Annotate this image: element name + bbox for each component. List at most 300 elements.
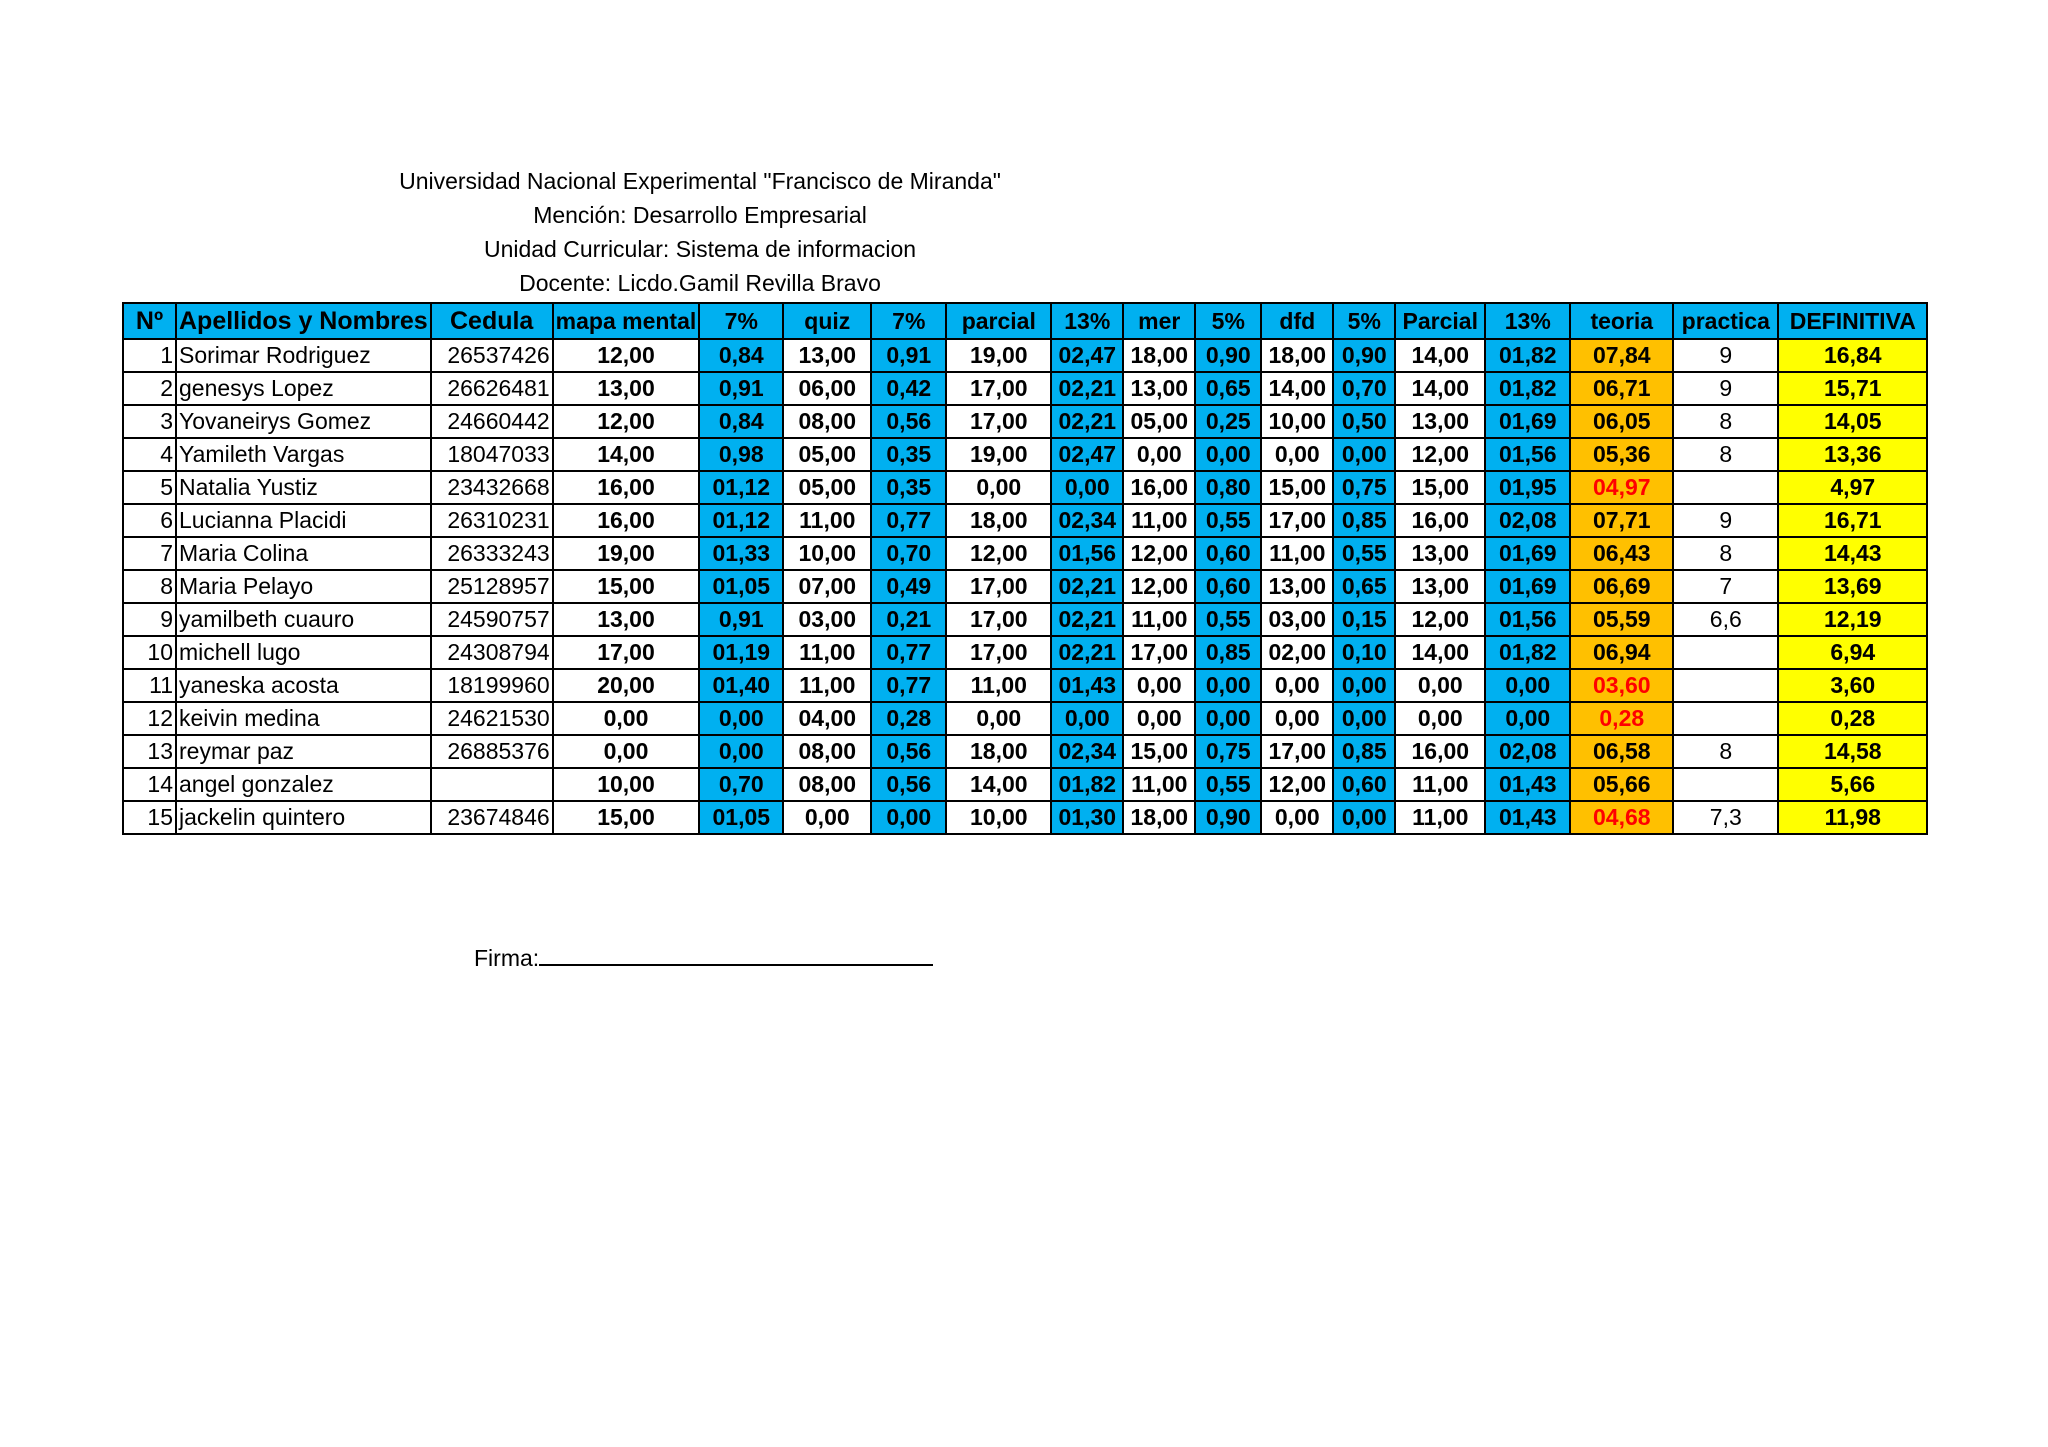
cell-p3: 02,21 <box>1051 405 1123 438</box>
cell-p2: 0,00 <box>871 801 946 834</box>
cell-practica: 8 <box>1673 438 1778 471</box>
cell-mapa: 12,00 <box>553 405 700 438</box>
cell-p3: 01,82 <box>1051 768 1123 801</box>
cell-mer: 11,00 <box>1123 768 1195 801</box>
cell-dfd: 18,00 <box>1261 339 1333 372</box>
column-header: 7% <box>871 303 946 339</box>
cell-mapa: 13,00 <box>553 603 700 636</box>
cell-p3: 02,47 <box>1051 438 1123 471</box>
cell-quiz: 08,00 <box>783 735 871 768</box>
cell-p4: 0,60 <box>1195 537 1261 570</box>
cell-practica: 8 <box>1673 735 1778 768</box>
cell-p1: 01,05 <box>699 570 783 603</box>
cell-name: angel gonzalez <box>176 768 431 801</box>
cell-p5: 0,55 <box>1333 537 1395 570</box>
cell-p3: 02,47 <box>1051 339 1123 372</box>
cell-name: jackelin quintero <box>176 801 431 834</box>
cell-dfd: 14,00 <box>1261 372 1333 405</box>
cell-quiz: 06,00 <box>783 372 871 405</box>
table-row <box>123 768 1927 801</box>
cell-name: yaneska acosta <box>176 669 431 702</box>
grades-table <box>122 302 1928 835</box>
cell-mer: 11,00 <box>1123 603 1195 636</box>
cell-p1: 0,00 <box>699 735 783 768</box>
cell-quiz: 05,00 <box>783 471 871 504</box>
cell-quiz: 03,00 <box>783 603 871 636</box>
cell-practica: 8 <box>1673 405 1778 438</box>
cell-parcial: 19,00 <box>946 438 1051 471</box>
cell-p3: 02,21 <box>1051 372 1123 405</box>
column-header: Apellidos y Nombres <box>176 303 431 339</box>
cell-definitiva: 14,43 <box>1778 537 1927 570</box>
cell-definitiva: 12,19 <box>1778 603 1927 636</box>
table-row <box>123 669 1927 702</box>
cell-parcial: 11,00 <box>946 669 1051 702</box>
cell-p5: 0,60 <box>1333 768 1395 801</box>
cell-p2: 0,77 <box>871 636 946 669</box>
cell-teoria: 06,58 <box>1570 735 1673 768</box>
cell-teoria: 05,59 <box>1570 603 1673 636</box>
cell-parcial: 18,00 <box>946 735 1051 768</box>
cell-practica: 8 <box>1673 537 1778 570</box>
cell-practica <box>1673 768 1778 801</box>
teacher-line: Docente: Licdo.Gamil Revilla Bravo <box>519 270 881 296</box>
cell-cedula: 26537426 <box>431 339 553 372</box>
cell-definitiva: 15,71 <box>1778 372 1927 405</box>
cell-parcial2: 13,00 <box>1395 537 1485 570</box>
cell-p6: 02,08 <box>1485 504 1570 537</box>
cell-parcial2: 11,00 <box>1395 801 1485 834</box>
cell-practica <box>1673 669 1778 702</box>
cell-p4: 0,90 <box>1195 339 1261 372</box>
cell-practica: 9 <box>1673 504 1778 537</box>
cell-p5: 0,00 <box>1333 438 1395 471</box>
cell-n: 3 <box>123 405 176 438</box>
cell-parcial2: 14,00 <box>1395 372 1485 405</box>
cell-parcial: 19,00 <box>946 339 1051 372</box>
cell-mapa: 10,00 <box>553 768 700 801</box>
cell-mapa: 0,00 <box>553 702 700 735</box>
cell-name: Lucianna Placidi <box>176 504 431 537</box>
cell-n: 11 <box>123 669 176 702</box>
cell-p1: 01,12 <box>699 471 783 504</box>
cell-p5: 0,85 <box>1333 735 1395 768</box>
cell-teoria: 06,43 <box>1570 537 1673 570</box>
cell-dfd: 17,00 <box>1261 504 1333 537</box>
column-header: parcial <box>946 303 1051 339</box>
cell-n: 12 <box>123 702 176 735</box>
cell-p2: 0,56 <box>871 405 946 438</box>
cell-p6: 01,56 <box>1485 438 1570 471</box>
cell-parcial: 17,00 <box>946 636 1051 669</box>
cell-p2: 0,42 <box>871 372 946 405</box>
cell-teoria: 06,69 <box>1570 570 1673 603</box>
cell-dfd: 0,00 <box>1261 801 1333 834</box>
cell-p5: 0,50 <box>1333 405 1395 438</box>
cell-n: 9 <box>123 603 176 636</box>
cell-cedula: 26310231 <box>431 504 553 537</box>
table-row <box>123 801 1927 834</box>
cell-parcial: 17,00 <box>946 570 1051 603</box>
table-row <box>123 504 1927 537</box>
cell-p2: 0,70 <box>871 537 946 570</box>
cell-p3: 01,43 <box>1051 669 1123 702</box>
cell-p2: 0,35 <box>871 438 946 471</box>
cell-parcial2: 0,00 <box>1395 702 1485 735</box>
cell-parcial2: 13,00 <box>1395 570 1485 603</box>
cell-mer: 05,00 <box>1123 405 1195 438</box>
cell-teoria: 06,05 <box>1570 405 1673 438</box>
cell-p6: 01,69 <box>1485 570 1570 603</box>
cell-n: 13 <box>123 735 176 768</box>
column-header: 5% <box>1333 303 1395 339</box>
cell-p1: 0,91 <box>699 372 783 405</box>
cell-p4: 0,85 <box>1195 636 1261 669</box>
table-row <box>123 438 1927 471</box>
table-row <box>123 636 1927 669</box>
cell-quiz: 05,00 <box>783 438 871 471</box>
cell-parcial: 0,00 <box>946 471 1051 504</box>
cell-mer: 13,00 <box>1123 372 1195 405</box>
cell-name: Maria Pelayo <box>176 570 431 603</box>
cell-practica <box>1673 702 1778 735</box>
cell-p3: 02,21 <box>1051 603 1123 636</box>
cell-dfd: 02,00 <box>1261 636 1333 669</box>
cell-parcial: 10,00 <box>946 801 1051 834</box>
cell-p6: 01,82 <box>1485 339 1570 372</box>
cell-p4: 0,55 <box>1195 603 1261 636</box>
cell-name: Yovaneirys Gomez <box>176 405 431 438</box>
cell-mer: 12,00 <box>1123 537 1195 570</box>
cell-cedula: 24590757 <box>431 603 553 636</box>
cell-parcial2: 14,00 <box>1395 339 1485 372</box>
cell-definitiva: 3,60 <box>1778 669 1927 702</box>
column-header: DEFINITIVA <box>1778 303 1927 339</box>
cell-p1: 0,91 <box>699 603 783 636</box>
cell-parcial2: 16,00 <box>1395 504 1485 537</box>
cell-quiz: 07,00 <box>783 570 871 603</box>
cell-dfd: 11,00 <box>1261 537 1333 570</box>
cell-parcial2: 11,00 <box>1395 768 1485 801</box>
cell-p2: 0,91 <box>871 339 946 372</box>
cell-p5: 0,65 <box>1333 570 1395 603</box>
cell-quiz: 0,00 <box>783 801 871 834</box>
column-header: 13% <box>1051 303 1123 339</box>
cell-mer: 0,00 <box>1123 669 1195 702</box>
cell-practica: 7 <box>1673 570 1778 603</box>
cell-n: 14 <box>123 768 176 801</box>
cell-p5: 0,00 <box>1333 801 1395 834</box>
table-row <box>123 372 1927 405</box>
cell-p3: 02,34 <box>1051 735 1123 768</box>
cell-parcial: 17,00 <box>946 603 1051 636</box>
table-row <box>123 735 1927 768</box>
cell-name: Sorimar Rodriguez <box>176 339 431 372</box>
cell-definitiva: 16,84 <box>1778 339 1927 372</box>
cell-mapa: 19,00 <box>553 537 700 570</box>
cell-teoria: 07,84 <box>1570 339 1673 372</box>
cell-quiz: 04,00 <box>783 702 871 735</box>
cell-name: yamilbeth cuauro <box>176 603 431 636</box>
cell-name: keivin medina <box>176 702 431 735</box>
signature-area <box>474 942 933 972</box>
cell-mer: 16,00 <box>1123 471 1195 504</box>
cell-definitiva: 13,36 <box>1778 438 1927 471</box>
cell-dfd: 0,00 <box>1261 669 1333 702</box>
cell-name: reymar paz <box>176 735 431 768</box>
cell-p2: 0,77 <box>871 504 946 537</box>
cell-n: 10 <box>123 636 176 669</box>
cell-p4: 0,55 <box>1195 504 1261 537</box>
cell-cedula: 26333243 <box>431 537 553 570</box>
cell-parcial: 17,00 <box>946 405 1051 438</box>
cell-name: Yamileth Vargas <box>176 438 431 471</box>
cell-mer: 18,00 <box>1123 801 1195 834</box>
cell-p2: 0,21 <box>871 603 946 636</box>
cell-mapa: 16,00 <box>553 471 700 504</box>
cell-parcial2: 12,00 <box>1395 603 1485 636</box>
cell-mapa: 17,00 <box>553 636 700 669</box>
cell-definitiva: 4,97 <box>1778 471 1927 504</box>
cell-p5: 0,70 <box>1333 372 1395 405</box>
cell-p4: 0,65 <box>1195 372 1261 405</box>
cell-definitiva: 14,05 <box>1778 405 1927 438</box>
cell-definitiva: 14,58 <box>1778 735 1927 768</box>
cell-p4: 0,80 <box>1195 471 1261 504</box>
cell-p6: 01,43 <box>1485 768 1570 801</box>
cell-quiz: 13,00 <box>783 339 871 372</box>
table-row <box>123 603 1927 636</box>
cell-cedula: 18199960 <box>431 669 553 702</box>
cell-quiz: 11,00 <box>783 636 871 669</box>
cell-p5: 0,90 <box>1333 339 1395 372</box>
cell-mer: 0,00 <box>1123 438 1195 471</box>
cell-p3: 0,00 <box>1051 471 1123 504</box>
cell-cedula: 23674846 <box>431 801 553 834</box>
cell-p6: 01,82 <box>1485 636 1570 669</box>
cell-p4: 0,90 <box>1195 801 1261 834</box>
university-name: Universidad Nacional Experimental "Francisco de Miranda" <box>399 168 1001 194</box>
cell-n: 15 <box>123 801 176 834</box>
cell-dfd: 03,00 <box>1261 603 1333 636</box>
cell-parcial: 14,00 <box>946 768 1051 801</box>
cell-mer: 12,00 <box>1123 570 1195 603</box>
column-header: 7% <box>699 303 783 339</box>
cell-dfd: 13,00 <box>1261 570 1333 603</box>
cell-parcial: 18,00 <box>946 504 1051 537</box>
cell-p4: 0,00 <box>1195 438 1261 471</box>
cell-p5: 0,00 <box>1333 669 1395 702</box>
cell-mer: 18,00 <box>1123 339 1195 372</box>
cell-p1: 01,40 <box>699 669 783 702</box>
cell-mapa: 20,00 <box>553 669 700 702</box>
cell-p1: 0,98 <box>699 438 783 471</box>
cell-quiz: 08,00 <box>783 405 871 438</box>
cell-name: Natalia Yustiz <box>176 471 431 504</box>
curricular-unit-line: Unidad Curricular: Sistema de informacion <box>483 236 917 262</box>
column-header: practica <box>1673 303 1778 339</box>
table-row <box>123 570 1927 603</box>
cell-definitiva: 6,94 <box>1778 636 1927 669</box>
cell-practica: 9 <box>1673 372 1778 405</box>
cell-dfd: 10,00 <box>1261 405 1333 438</box>
cell-dfd: 12,00 <box>1261 768 1333 801</box>
cell-p3: 02,21 <box>1051 636 1123 669</box>
cell-cedula: 26885376 <box>431 735 553 768</box>
cell-parcial2: 14,00 <box>1395 636 1485 669</box>
cell-parcial2: 16,00 <box>1395 735 1485 768</box>
cell-parcial: 0,00 <box>946 702 1051 735</box>
cell-p1: 0,00 <box>699 702 783 735</box>
cell-practica <box>1673 636 1778 669</box>
cell-cedula: 24660442 <box>431 405 553 438</box>
cell-name: michell lugo <box>176 636 431 669</box>
cell-p2: 0,56 <box>871 735 946 768</box>
table-row <box>123 471 1927 504</box>
cell-p3: 02,34 <box>1051 504 1123 537</box>
cell-practica <box>1673 471 1778 504</box>
cell-practica: 9 <box>1673 339 1778 372</box>
cell-teoria: 05,36 <box>1570 438 1673 471</box>
mention-line: Mención: Desarrollo Empresarial <box>533 202 867 228</box>
cell-practica: 6,6 <box>1673 603 1778 636</box>
cell-p4: 0,00 <box>1195 669 1261 702</box>
cell-mapa: 12,00 <box>553 339 700 372</box>
cell-n: 7 <box>123 537 176 570</box>
cell-p1: 01,12 <box>699 504 783 537</box>
cell-name: genesys Lopez <box>176 372 431 405</box>
table-row <box>123 339 1927 372</box>
cell-dfd: 0,00 <box>1261 702 1333 735</box>
column-header: 5% <box>1195 303 1261 339</box>
cell-practica: 7,3 <box>1673 801 1778 834</box>
cell-n: 2 <box>123 372 176 405</box>
cell-teoria: 06,71 <box>1570 372 1673 405</box>
cell-dfd: 17,00 <box>1261 735 1333 768</box>
cell-mapa: 16,00 <box>553 504 700 537</box>
cell-definitiva: 11,98 <box>1778 801 1927 834</box>
table-body <box>123 339 1927 834</box>
cell-p5: 0,85 <box>1333 504 1395 537</box>
cell-p6: 0,00 <box>1485 669 1570 702</box>
cell-p5: 0,75 <box>1333 471 1395 504</box>
cell-mapa: 14,00 <box>553 438 700 471</box>
cell-p6: 01,82 <box>1485 372 1570 405</box>
cell-parcial2: 13,00 <box>1395 405 1485 438</box>
column-header: mer <box>1123 303 1195 339</box>
cell-p6: 01,69 <box>1485 405 1570 438</box>
cell-teoria: 05,66 <box>1570 768 1673 801</box>
cell-definitiva: 5,66 <box>1778 768 1927 801</box>
cell-p4: 0,55 <box>1195 768 1261 801</box>
cell-definitiva: 13,69 <box>1778 570 1927 603</box>
column-header: dfd <box>1261 303 1333 339</box>
cell-n: 4 <box>123 438 176 471</box>
cell-mapa: 13,00 <box>553 372 700 405</box>
cell-mer: 15,00 <box>1123 735 1195 768</box>
column-header: Parcial <box>1395 303 1485 339</box>
cell-p2: 0,28 <box>871 702 946 735</box>
cell-p1: 0,84 <box>699 405 783 438</box>
column-header: quiz <box>783 303 871 339</box>
cell-p3: 01,56 <box>1051 537 1123 570</box>
cell-teoria: 04,97 <box>1570 471 1673 504</box>
cell-p6: 01,95 <box>1485 471 1570 504</box>
table-row <box>123 405 1927 438</box>
cell-p2: 0,56 <box>871 768 946 801</box>
cell-teoria: 0,28 <box>1570 702 1673 735</box>
cell-p4: 0,75 <box>1195 735 1261 768</box>
cell-dfd: 15,00 <box>1261 471 1333 504</box>
cell-mer: 0,00 <box>1123 702 1195 735</box>
cell-cedula: 25128957 <box>431 570 553 603</box>
cell-cedula: 24621530 <box>431 702 553 735</box>
cell-p5: 0,10 <box>1333 636 1395 669</box>
cell-mapa: 0,00 <box>553 735 700 768</box>
signature-line <box>539 942 933 966</box>
cell-p6: 0,00 <box>1485 702 1570 735</box>
cell-name: Maria Colina <box>176 537 431 570</box>
cell-p1: 0,84 <box>699 339 783 372</box>
cell-n: 1 <box>123 339 176 372</box>
cell-quiz: 08,00 <box>783 768 871 801</box>
cell-mer: 11,00 <box>1123 504 1195 537</box>
cell-p5: 0,00 <box>1333 702 1395 735</box>
cell-cedula <box>431 768 553 801</box>
cell-p1: 01,05 <box>699 801 783 834</box>
cell-cedula: 23432668 <box>431 471 553 504</box>
column-header: mapa mental <box>553 303 700 339</box>
cell-n: 8 <box>123 570 176 603</box>
column-header: Cedula <box>431 303 553 339</box>
cell-definitiva: 0,28 <box>1778 702 1927 735</box>
cell-mapa: 15,00 <box>553 801 700 834</box>
cell-p1: 0,70 <box>699 768 783 801</box>
cell-p5: 0,15 <box>1333 603 1395 636</box>
cell-cedula: 18047033 <box>431 438 553 471</box>
table-row <box>123 537 1927 570</box>
cell-p6: 01,43 <box>1485 801 1570 834</box>
table-row <box>123 702 1927 735</box>
cell-p1: 01,33 <box>699 537 783 570</box>
cell-teoria: 07,71 <box>1570 504 1673 537</box>
cell-mer: 17,00 <box>1123 636 1195 669</box>
cell-parcial: 12,00 <box>946 537 1051 570</box>
cell-teoria: 06,94 <box>1570 636 1673 669</box>
table-header-row <box>123 303 1927 339</box>
cell-n: 6 <box>123 504 176 537</box>
cell-p2: 0,35 <box>871 471 946 504</box>
cell-p6: 01,69 <box>1485 537 1570 570</box>
signature-label: Firma: <box>474 945 540 971</box>
cell-quiz: 11,00 <box>783 669 871 702</box>
cell-p3: 01,30 <box>1051 801 1123 834</box>
cell-quiz: 11,00 <box>783 504 871 537</box>
cell-parcial2: 15,00 <box>1395 471 1485 504</box>
cell-n: 5 <box>123 471 176 504</box>
cell-cedula: 24308794 <box>431 636 553 669</box>
cell-p2: 0,77 <box>871 669 946 702</box>
cell-teoria: 04,68 <box>1570 801 1673 834</box>
cell-p4: 0,60 <box>1195 570 1261 603</box>
cell-p3: 02,21 <box>1051 570 1123 603</box>
column-header: Nº <box>123 303 176 339</box>
cell-dfd: 0,00 <box>1261 438 1333 471</box>
cell-cedula: 26626481 <box>431 372 553 405</box>
cell-p1: 01,19 <box>699 636 783 669</box>
column-header: 13% <box>1485 303 1570 339</box>
cell-parcial2: 0,00 <box>1395 669 1485 702</box>
